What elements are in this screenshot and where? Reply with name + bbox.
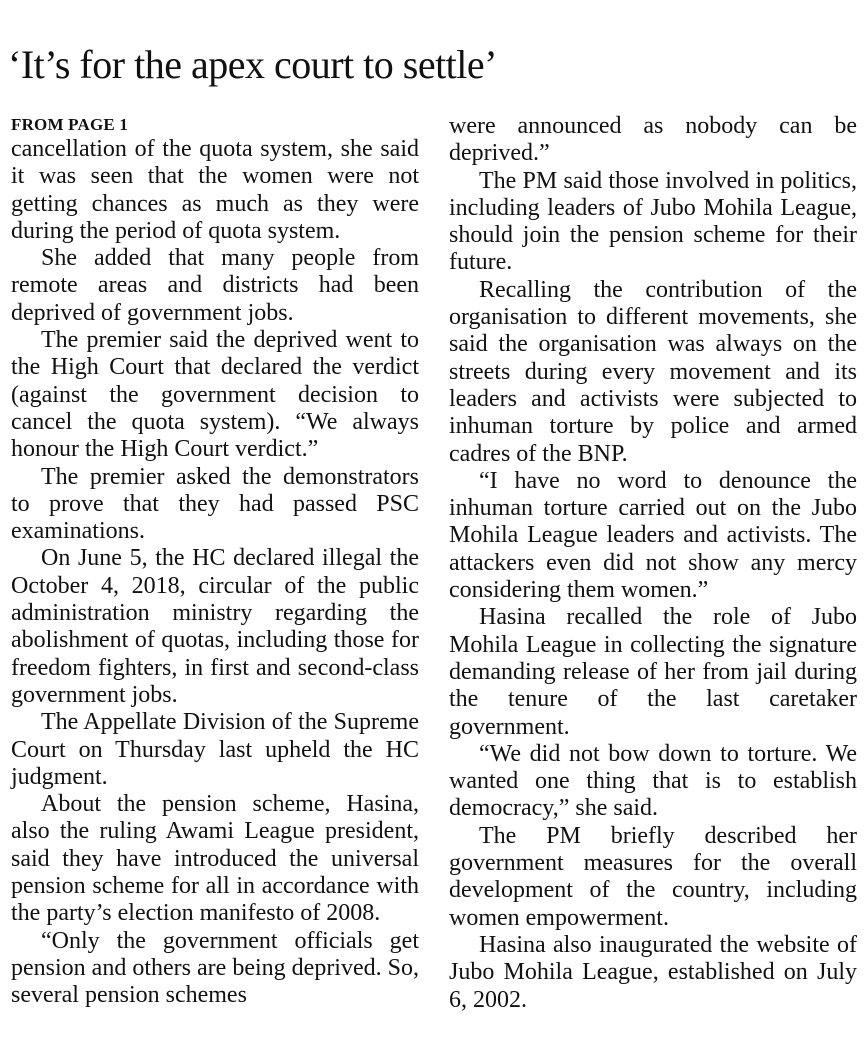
paragraph: The PM said those involved in politics, including leaders of Jubo Mohila League, should join the pension scheme for their future. [449, 167, 857, 276]
paragraph: cancellation of the quota system, she said it was seen that the women were not getting chances as much as they were during the period of quota system. [11, 136, 419, 244]
paragraph: “Only the government officials get pension and others are being deprived. So, several pension schemes [11, 927, 419, 1009]
paragraph: Hasina also inaugurated the website of Jubo Mohila League, established on July 6, 2002. [449, 931, 857, 1013]
article-column-right [449, 113, 857, 1014]
paragraph: Hasina recalled the role of Jubo Mohila League in collecting the signature demanding release of her from jail during the tenure of the last caretaker government. [449, 604, 857, 740]
paragraph: The Appellate Division of the Supreme Court on Thursday last upheld the HC judgment. [11, 709, 419, 790]
paragraph: Recalling the contribution of the organisation to different movements, she said the organisation was always on the streets during every movement and its leaders and activists were subjected to inhuman torture by police and armed cadres of the BNP. [449, 276, 857, 467]
article-column-left [11, 113, 419, 1010]
paragraph: “We did not bow down to torture. We wanted one thing that is to establish democracy,” she said. [449, 740, 857, 822]
paragraph: On June 5, the HC declared illegal the October 4, 2018, circular of the public administration ministry regarding the abolishment of quotas, including those for freedom fighters, in first and second-class government jobs. [11, 545, 419, 708]
paragraph: The PM briefly described her government measures for the overall development of the country, including women empowerment. [449, 822, 857, 931]
paragraph: The premier said the deprived went to the High Court that declared the verdict (against the government decision to cancel the quota system). “We always honour the High Court verdict.” [11, 327, 419, 463]
continuation-kicker: FROM PAGE 1 [11, 115, 129, 134]
paragraph: About the pension scheme, Hasina, also the ruling Awami League president, said they have introduced the universal pension scheme for all in accordance with the party’s election manifesto of 2008. [11, 791, 419, 927]
paragraph: “I have no word to denounce the inhuman torture carried out on the Jubo Mohila League leaders and activists. The attackers even did not show any mercy considering them women.” [449, 467, 857, 604]
paragraph: were announced as nobody can be deprived.” [449, 113, 857, 167]
paragraph: The premier asked the demonstrators to prove that they had passed PSC examinations. [11, 463, 419, 545]
headline: ‘It’s for the apex court to settle’ [8, 42, 497, 87]
paragraph: She added that many people from remote areas and districts had been deprived of government jobs. [11, 245, 419, 326]
